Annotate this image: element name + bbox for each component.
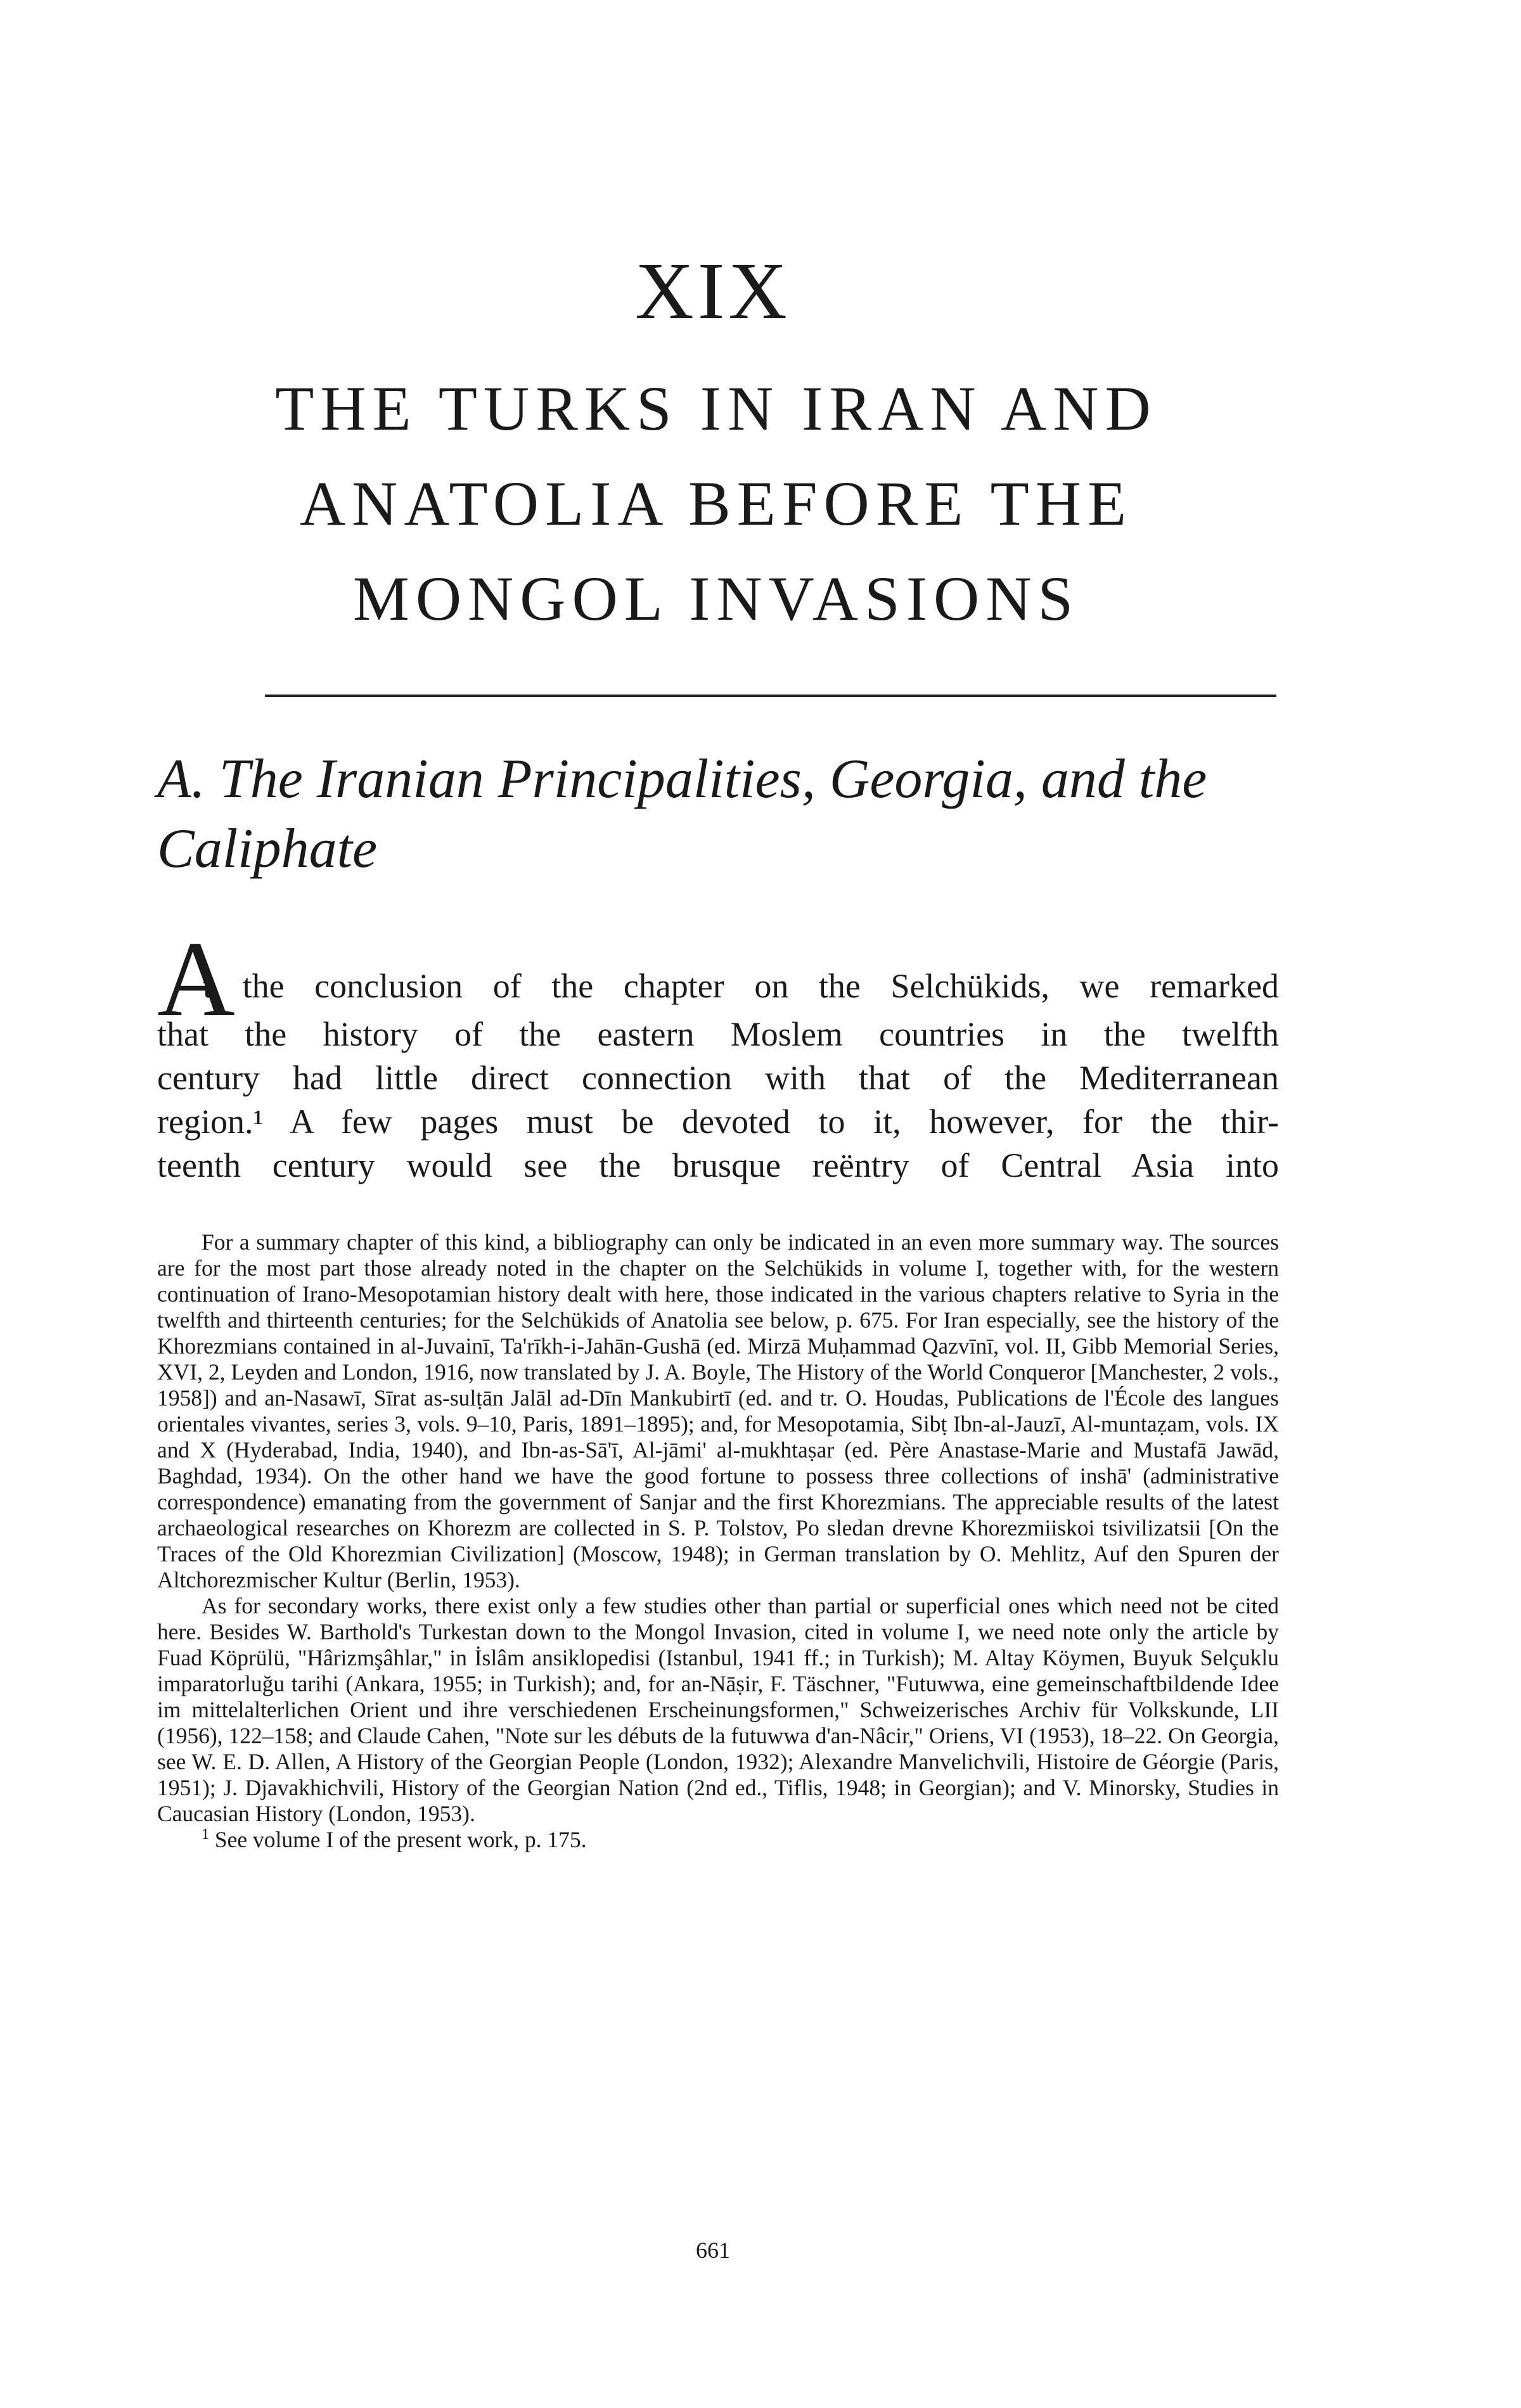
footnote-marker: 1 — [202, 1826, 209, 1843]
footnotes — [157, 1229, 1279, 1853]
body-first-line: t the conclusion of the chapter on the Selchükids, we remarked — [203, 967, 1279, 1005]
chapter-title-line: MONGOL INVASIONS — [352, 563, 1080, 634]
body-line: century had little direct connection with that of the Mediterranean — [157, 1059, 1279, 1097]
section-heading — [157, 745, 1285, 884]
section-heading-line: A. The Iranian Principalities, Georgia, and the — [157, 748, 1207, 810]
body-line: teenth century would see the brusque reëntry of Central Asia into — [157, 1146, 1279, 1184]
chapter-title-line: ANATOLIA BEFORE THE — [299, 468, 1133, 539]
title-divider — [265, 695, 1276, 697]
drop-cap: A — [157, 919, 235, 1039]
body-line: that the history of the eastern Moslem countries in the twelfth — [157, 1015, 1279, 1053]
chapter-title — [158, 361, 1274, 646]
page-number: 661 — [696, 2238, 730, 2263]
chapter-title-line: THE TURKS IN IRAN AND — [275, 373, 1157, 444]
body-paragraph — [157, 1013, 1279, 1188]
bibliography-paragraph-1: For a summary chapter of this kind, a bibliography can only be indicated in an even more summary way. The sources are for the most part those already noted in the chapter on the Selchükids in volume I, together with, for the western continuation of Irano-Mesopotamian history dealt with here, those indicated in the various chapters relative to Syria in the twelfth and thirteenth centuries; for the Selchükids of Anatolia see below, p. 675. For Iran especially, see the history of the Khorezmians contained in al-Juvainī, Ta'rīkh-i-Jahān-Gushā (ed. Mirzā Muḥammad Qazvīnī, vol. II, Gibb Memorial Series, XVI, 2, Leyden and London, 1916, now translated by J. A. Boyle, The History of the World Conqueror [Manchester, 2 vols., 1958]) and an-Nasawī, Sīrat as-sulṭān Jalāl ad-Dīn Mankubirtī (ed. and tr. O. Houdas, Publications de l'École des langues orientales vivantes, series 3, vols. 9–10, Paris, 1891–1895); and, for Mesopotamia, Sibṭ Ibn-al-Jauzī, Al-muntaẓam, vols. IX and X (Hyderabad, India, 1940), and Ibn-as-Sā'ī, Al-jāmi' al-mukhtaṣar (ed. Père Anastase-Marie and Mustafā Jawād, Baghdad, 1934). On the other hand we have the good fortune to possess three collections of inshā' (administrative correspondence) emanating from the government of Sanjar and the first Khorezmians. The appreciable results of the latest archaeological researches on Khorezm are collected in S. P. Tolstov, Po sledan drevne Khorezmiiskoi tsivilizatsii [On the Traces of the Old Khorezmian Civilization] (Moscow, 1948); in German translation by O. Mehlitz, Auf den Spuren der Altchorezmischer Kultur (Berlin, 1953). — [157, 1229, 1279, 1592]
footnote-1-text: See volume I of the present work, p. 175. — [214, 1827, 587, 1852]
chapter-number: XIX — [635, 246, 791, 336]
section-heading-line: Caliphate — [157, 818, 378, 880]
footnote-1 — [157, 1827, 1279, 1853]
bibliography-paragraph-2: As for secondary works, there exist only a few studies other than partial or superficial ones which need not be cited here. Besides W. Barthold's Turkestan down to the Mongol Invasion, cited in volume I, we need note only the article by Fuad Köprülü, "Hârizmşâhlar," in İslâm ansiklopedisi (Istanbul, 1941 ff.; in Turkish); M. Altay Köymen, Buyuk Selçuklu imparatorluğu tarihi (Ankara, 1955; in Turkish); and, for an-Nāṣir, F. Täschner, "Futuwwa, eine gemeinschaftbildende Idee im mittelalterlichen Orient und ihre verschiedenen Erscheinungsformen," Schweizerisches Archiv für Volkskunde, LII (1956), 122–158; and Claude Cahen, "Note sur les débuts de la futuwwa d'an-Nâcir," Oriens, VI (1953), 18–22. On Georgia, see W. E. D. Allen, A History of the Georgian People (London, 1932); Alexandre Manvelichvili, Histoire de Géorgie (Paris, 1951); J. Djavakhichvili, History of the Georgian Nation (2nd ed., Tiflis, 1948; in Georgian); and V. Minorsky, Studies in Caucasian History (London, 1953). — [157, 1593, 1279, 1826]
body-line: region.¹ A few pages must be devoted to it, however, for the thir- — [157, 1103, 1279, 1141]
